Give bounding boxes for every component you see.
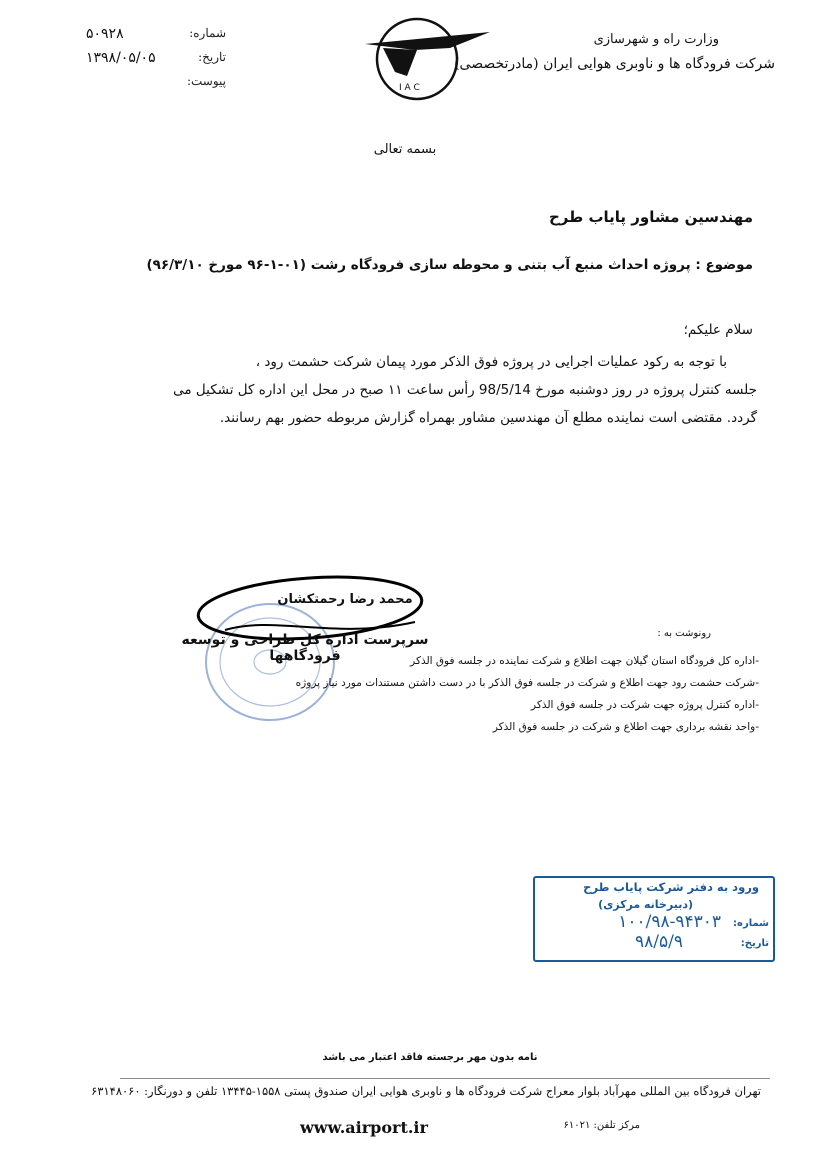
stamp-number-label: شماره: [733, 918, 769, 929]
stamp-number-value: ۱۰۰/۹۸-۹۴۳۰۳ [618, 912, 721, 932]
letter-body [157, 348, 757, 432]
addressee: مهندسین مشاور پایاب طرح [548, 208, 753, 226]
company-name: شرکت فرودگاه ها و ناوبری هوایی ایران (مادرتخصصی) [454, 56, 775, 72]
signatory-name: محمد رضا رحمتکشان [277, 592, 413, 607]
body-line: با توجه به رکود عملیات اجرایی در پروژه فوق الذکر مورد پیمان شرکت حشمت رود ، [255, 354, 727, 370]
cc-item: -اداره کنترل پروژه جهت شرکت در جلسه فوق الذکر [531, 699, 759, 711]
letter-attachment-row [86, 74, 226, 96]
website-link[interactable]: www.airport.ir [300, 1118, 428, 1137]
stamp-title: ورود به دفتر شرکت پایاب طرح [583, 880, 759, 894]
number-value: ۵۰۹۲۸ [86, 26, 124, 42]
letter-date-row [86, 50, 226, 72]
cc-item: -شرکت حشمت رود جهت اطلاع و شرکت در جلسه فوق الذکر با در دست داشتن مستندات مورد نیاز پروژه [295, 677, 759, 689]
body-line: جلسه کنترل پروژه در روز دوشنبه مورخ 98/5/14 رأس ساعت ۱۱ صبح در محل این اداره کل تشکیل می [173, 382, 757, 398]
footer-note: نامه بدون مهر برجسته فاقد اعتبار می باشد [322, 1052, 538, 1063]
cc-item: -واحد نقشه برداری جهت اطلاع و شرکت در جلسه فوق الذکر [492, 721, 759, 733]
attachment-label: پیوست: [186, 74, 226, 88]
bismillah: بسمه تعالی [373, 142, 437, 157]
footer-phone-center: مرکز تلفن: ۶۱۰۲۱ [563, 1120, 640, 1131]
company-logo [355, 14, 495, 104]
stamp-date-value: ۹۸/۵/۹ [635, 932, 683, 952]
number-label: شماره: [189, 26, 226, 40]
ministry-name: وزارت راه و شهرسازی [593, 32, 719, 47]
stamp-subtitle: (دبیرخانه مرکزی) [598, 898, 693, 911]
body-line: گردد. مقتضی است نماینده مطلع آن مهندسین مشاور بهمراه گزارش مربوطه حضور بهم رسانند. [219, 410, 757, 426]
cc-title: رونوشت به : [657, 628, 711, 639]
subject-line: موضوع : پروژه احداث منبع آب بتنی و محوطه سازی فرودگاه رشت (۰۱-۱-۹۶ مورخ ۹۶/۳/۱۰) [146, 257, 753, 273]
cc-list [296, 650, 759, 738]
logo-text: I A C [399, 83, 420, 93]
greeting: سلام علیکم؛ [683, 322, 753, 338]
signatory-title: سرپرست اداره کل طراحی و توسعه فرودگاهها [181, 632, 429, 664]
receipt-stamp [533, 876, 775, 962]
date-label: تاریخ: [198, 50, 226, 64]
cc-item: -اداره کل فرودگاه استان گیلان جهت اطلاع و شرکت نماینده در جلسه فوق الذکر [410, 655, 759, 667]
letter-number-row [86, 26, 226, 48]
footer-divider [120, 1078, 770, 1079]
date-value: ۱۳۹۸/۰۵/۰۵ [86, 50, 156, 66]
footer-address: تهران فرودگاه بین المللی مهرآباد بلوار معراج شرکت فرودگاه ها و ناوبری هوایی ایران صندوق پستی ۱۵۵۸-۱۳۴۴۵ تلفن و دورنگار: ۶۳۱۴۸۰۶۰ [91, 1084, 761, 1098]
stamp-date-label: تاریخ: [740, 938, 769, 949]
